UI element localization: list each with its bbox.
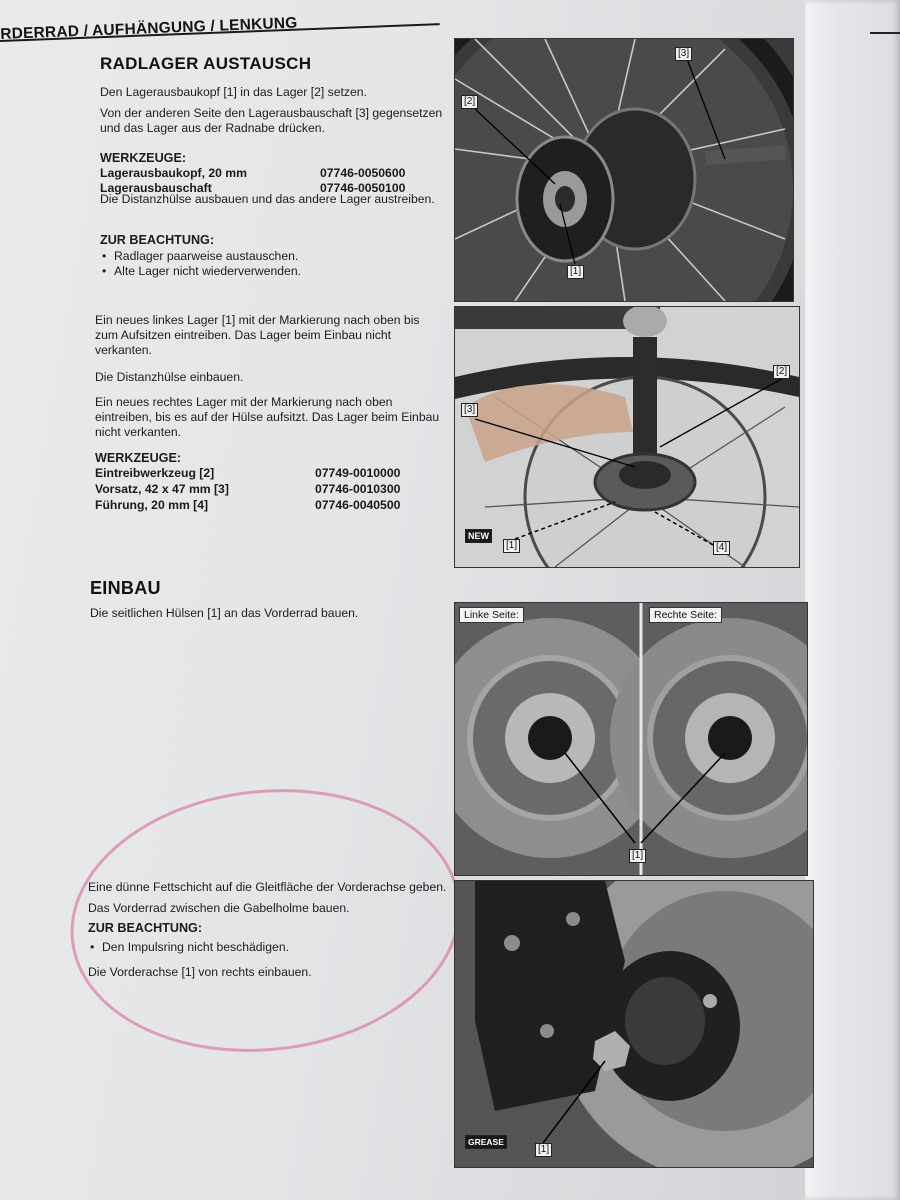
note-item: • Alte Lager nicht wiederverwenden.: [100, 264, 440, 279]
figure-axle-install: [454, 880, 814, 1168]
note-item: • Radlager paarweise austauschen.: [100, 249, 440, 264]
tool-name: Eintreibwerkzeug [2]: [95, 466, 215, 480]
tools-label: WERKZEUGE:: [95, 451, 182, 465]
callout-4: [4]: [713, 541, 730, 555]
note-list: [100, 249, 440, 279]
figure-bearing-install: [454, 306, 800, 568]
paragraph: Die Distanzhülse ausbauen und das andere Lager austreiben.: [100, 192, 435, 206]
bearing-driver-photo: [455, 307, 799, 567]
fork-axle-photo: [455, 881, 813, 1167]
callout-3: [3]: [461, 403, 478, 417]
paragraph: Die Distanzhülse einbauen.: [95, 370, 244, 384]
callout-2: [2]: [773, 365, 790, 379]
grease-badge: GREASE: [465, 1135, 507, 1149]
tool-name: Vorsatz, 42 x 47 mm [3]: [95, 482, 229, 496]
new-parts-badge: NEW: [465, 529, 492, 543]
wheel-hub-photo: [455, 39, 793, 301]
brake-disc-photo: [455, 603, 807, 875]
tool-name: Lagerausbaukopf, 20 mm: [100, 166, 247, 180]
tool-name: Führung, 20 mm [4]: [95, 498, 209, 512]
callout-1: [1]: [629, 849, 646, 863]
figure-side-collars: [454, 602, 808, 876]
running-header: RDERRAD / AUFHÄNGUNG / LENKUNG: [0, 14, 298, 43]
tool-code: 07746-0050100: [320, 181, 406, 195]
callout-2: [2]: [461, 95, 478, 109]
tool-name: Lagerausbauschaft: [100, 181, 212, 195]
note-label: ZUR BEACHTUNG:: [100, 233, 215, 247]
paragraph: Den Lagerausbaukopf [1] in das Lager [2] setzen.: [100, 85, 367, 99]
note-list: [88, 940, 428, 955]
next-page-edge: [805, 0, 900, 1200]
section-heading-radlager: RADLAGER AUSTAUSCH: [100, 54, 312, 73]
paragraph: Eine dünne Fettschicht auf die Gleitfläche der Vorderachse geben.: [88, 880, 447, 894]
left-side-label: Linke Seite:: [459, 607, 524, 623]
paragraph: Das Vorderrad zwischen die Gabelholme bauen.: [88, 901, 350, 915]
tool-code: 07749-0010000: [315, 466, 401, 480]
callout-3: [3]: [675, 47, 692, 61]
paragraph: Die seitlichen Hülsen [1] an das Vorderrad bauen.: [90, 606, 359, 620]
next-page-header-rule: [870, 32, 900, 34]
paragraph: Von der anderen Seite den Lagerausbauschaft [3] gegensetzen und das Lager aus der Radnabe drücken.: [100, 106, 443, 135]
tools-table: [95, 466, 400, 514]
note-item: • Den Impulsring nicht beschädigen.: [88, 940, 428, 955]
tool-row: [95, 466, 400, 482]
figure-bearing-removal: [454, 38, 794, 302]
tool-row: [95, 482, 400, 498]
right-side-label: Rechte Seite:: [649, 607, 722, 623]
tools-label: WERKZEUGE:: [100, 151, 187, 165]
callout-1: [1]: [503, 539, 520, 553]
paragraph: Ein neues rechtes Lager mit der Markierung nach oben eintreiben, bis es auf der Hülse aufsitzt. Das Lager beim Einbau nicht verkanten.: [95, 395, 440, 439]
tool-code: 07746-0040500: [315, 498, 401, 512]
tool-code: 07746-0050600: [320, 166, 406, 180]
paragraph: Die Vorderachse [1] von rechts einbauen.: [88, 965, 312, 979]
callout-1: [1]: [567, 265, 584, 279]
note-label: ZUR BEACHTUNG:: [88, 921, 203, 935]
callout-1: [1]: [535, 1143, 552, 1157]
tool-row: [100, 166, 405, 181]
tool-code: 07746-0010300: [315, 482, 401, 496]
tool-row: [95, 498, 400, 514]
paragraph: Ein neues linkes Lager [1] mit der Markierung nach oben bis zum Aufsitzen eintreiben. Das Lager beim Einbau nicht verkanten.: [95, 313, 420, 357]
section-heading-einbau: EINBAU: [90, 578, 161, 598]
